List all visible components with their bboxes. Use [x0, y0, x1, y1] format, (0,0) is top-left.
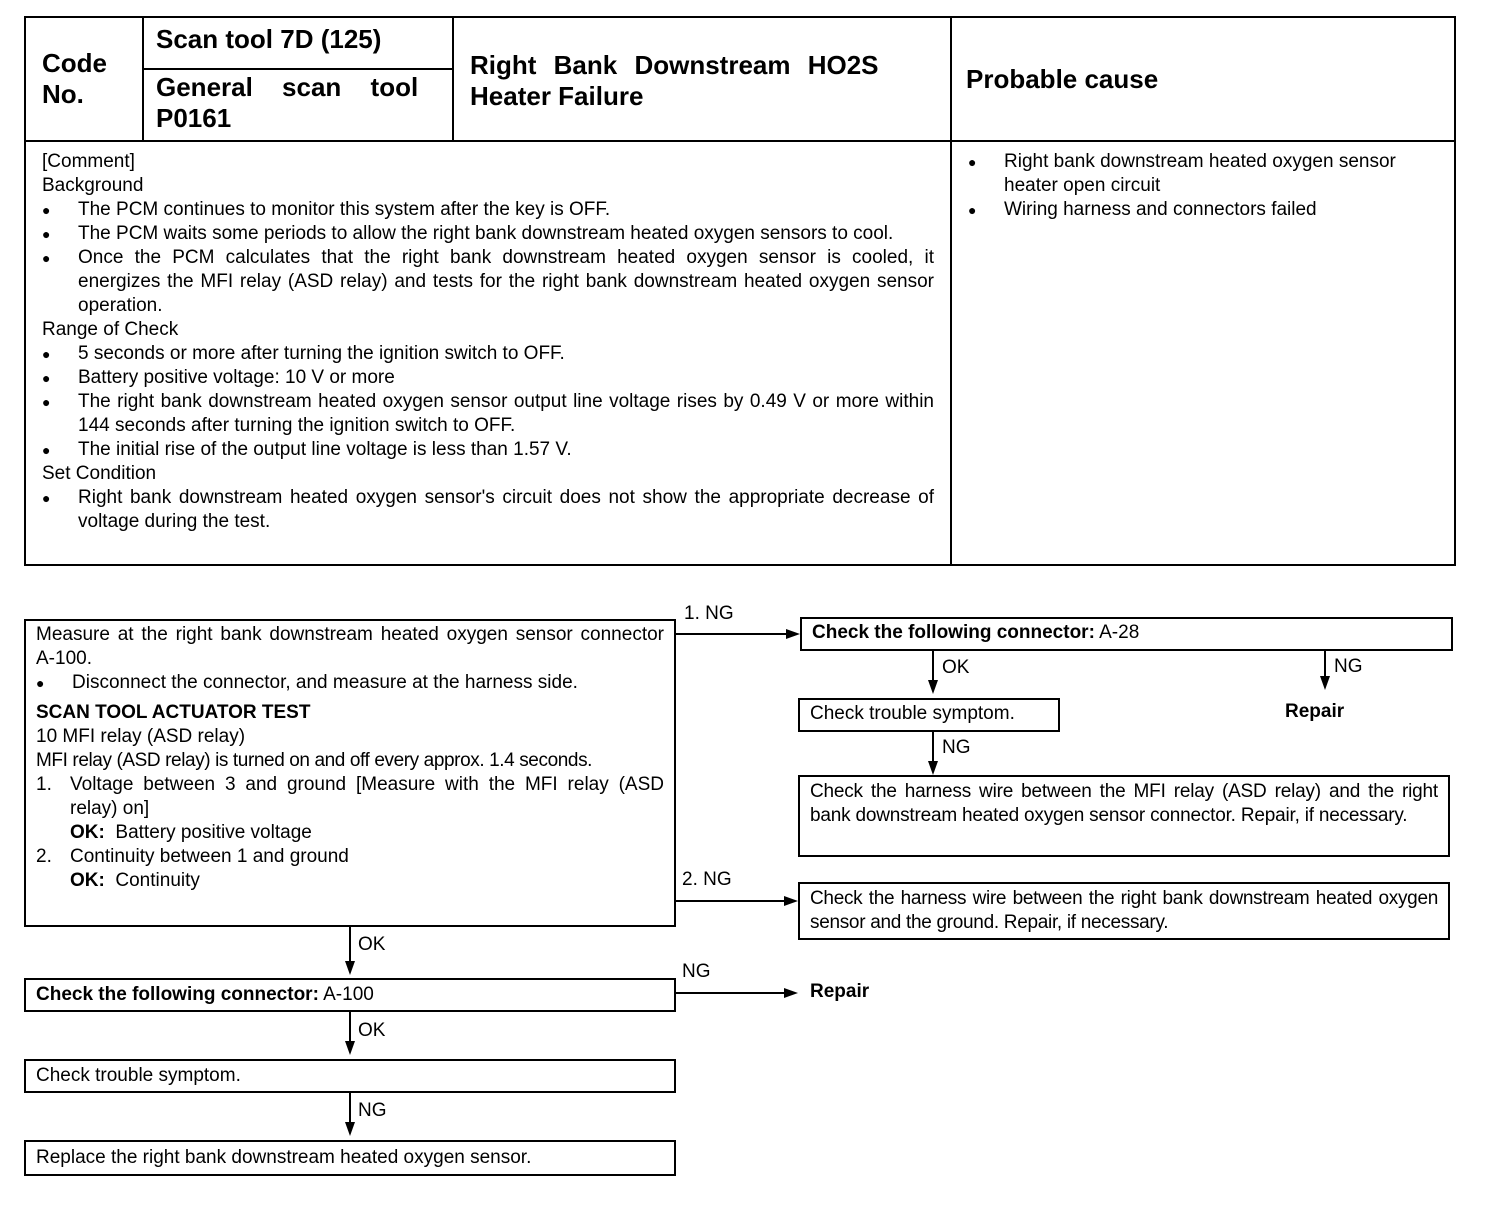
a100-check-trouble-symptom-box: Check trouble symptom. — [24, 1059, 676, 1093]
bullet-icon: ● — [42, 394, 51, 410]
bullet-icon: ● — [968, 202, 977, 218]
general-scan-tool-code — [144, 70, 454, 142]
probable-causes-list — [952, 142, 1454, 564]
dtc-table — [24, 16, 1456, 566]
range-item: ● The initial rise of the output line voltage is less than 1.57 V. — [42, 439, 572, 460]
a100-ng-label: NG — [682, 961, 711, 982]
title-line-2: Heater Failure — [470, 81, 644, 111]
a100-trouble-ng-line — [349, 1093, 351, 1123]
ok-label: OK: — [70, 822, 105, 843]
a28-ok-label: OK — [942, 657, 970, 678]
a28-ok-line — [932, 651, 934, 681]
step-number: 2. — [36, 846, 52, 867]
trouble-ng-label: NG — [942, 737, 971, 758]
measure-ok-line — [349, 927, 351, 962]
step-ok — [70, 869, 664, 893]
arrow-right-icon — [786, 629, 800, 639]
mfi-harness-check-box: Check the harness wire between the MFI relay (ASD relay) and the right bank downstream heated oxygen sensor connector. Repair, if necessary. — [798, 775, 1450, 857]
step-1 — [36, 773, 664, 845]
arrow-right-icon — [784, 988, 798, 998]
a100-ok-label: OK — [358, 1020, 386, 1041]
ng1-connector-line — [676, 633, 786, 635]
probable-cause-heading: Probable cause — [966, 64, 1159, 94]
connector-id: A-28 — [1094, 622, 1140, 643]
actuator-test-note: MFI relay (ASD relay) is turned on and off every approx. 1.4 seconds. — [36, 750, 593, 771]
bullet-icon: ● — [42, 202, 51, 218]
arrow-down-icon — [1320, 676, 1330, 690]
general-scan-tool-label — [156, 72, 440, 103]
a100-ng-line — [676, 992, 784, 994]
measure-intro: Measure at the right bank downstream heated oxygen sensor connector A-100. — [36, 624, 664, 669]
arrow-down-icon — [345, 1122, 355, 1136]
range-of-check-heading: Range of Check — [42, 319, 179, 340]
bullet-icon: ● — [42, 226, 51, 242]
trouble-ng-line — [932, 732, 934, 762]
bullet-icon: ● — [42, 490, 51, 506]
ground-harness-check-box: Check the harness wire between the right bank downstream heated oxygen sensor and the ground. Repair, if necessary. — [798, 882, 1450, 940]
comment-section — [26, 142, 952, 564]
background-item: ● The PCM waits some periods to allow the right bank downstream heated oxygen sensors to cool. — [42, 223, 894, 244]
measure-bullet: ● Disconnect the connector, and measure at the harness side. — [36, 672, 578, 693]
check-connector-a100-box — [24, 978, 676, 1012]
general-scan-tool-text: General scan tool — [156, 72, 419, 102]
actuator-test-item: 10 MFI relay (ASD relay) — [36, 726, 246, 747]
a28-ng-line — [1324, 651, 1326, 677]
dtc-title — [454, 18, 952, 142]
bullet-icon: ● — [42, 346, 51, 362]
ng2-label: 2. NG — [682, 869, 732, 890]
background-item: ● Once the PCM calculates that the right bank downstream heated oxygen sensor is cooled, it energizes the MFI relay (ASD relay) and tests for the right bank downstream heated oxygen sensor operation. — [42, 247, 934, 316]
step-2 — [36, 845, 664, 893]
ok-value: Battery positive voltage — [115, 822, 312, 843]
background-item: ● The PCM continues to monitor this system after the key is OFF. — [42, 199, 611, 220]
step-ok — [70, 821, 664, 845]
step-text: Continuity between 1 and ground — [70, 846, 349, 867]
a100-trouble-ng-label: NG — [358, 1100, 387, 1121]
a28-repair-result: Repair — [1285, 701, 1345, 722]
set-condition-item: ● Right bank downstream heated oxygen sensor's circuit does not show the appropriate decrease of voltage during the test. — [42, 487, 934, 532]
a28-ng-label: NG — [1334, 656, 1363, 677]
arrow-down-icon — [345, 1041, 355, 1055]
a100-repair-result: Repair — [810, 981, 870, 1002]
range-item: ● Battery positive voltage: 10 V or more — [42, 367, 395, 388]
check-connector-label: Check the following connector: — [812, 622, 1095, 643]
arrow-down-icon — [345, 961, 355, 975]
title-line-1: Right Bank Downstream HO2S — [470, 50, 879, 80]
code-no-header — [26, 18, 144, 142]
obd-code: P0161 — [156, 103, 232, 133]
arrow-right-icon — [784, 896, 798, 906]
ok-label: OK: — [70, 870, 105, 891]
bullet-icon: ● — [42, 370, 51, 386]
set-condition-heading: Set Condition — [42, 463, 157, 484]
bullet-icon: ● — [36, 675, 45, 691]
a28-check-trouble-symptom-box: Check trouble symptom. — [798, 698, 1060, 732]
connector-id: A-100 — [318, 984, 374, 1005]
ok-value: Continuity — [115, 870, 200, 891]
check-connector-a28-box — [800, 617, 1453, 651]
bullet-icon: ● — [968, 154, 977, 170]
step-number: 1. — [36, 774, 52, 795]
arrow-down-icon — [928, 680, 938, 694]
ng1-label: 1. NG — [684, 603, 734, 624]
measure-ok-label: OK — [358, 934, 386, 955]
step-text: Voltage between 3 and ground [Measure with the MFI relay (ASD relay) on] — [70, 774, 664, 819]
no-label: No. — [42, 79, 84, 109]
bullet-icon: ● — [42, 250, 51, 266]
ng2-connector-line — [676, 900, 784, 902]
actuator-test-heading: SCAN TOOL ACTUATOR TEST — [36, 702, 311, 723]
background-heading: Background — [42, 175, 144, 196]
code-label: Code — [42, 48, 107, 78]
range-item: ● The right bank downstream heated oxygen sensor output line voltage rises by 0.49 V or more within 144 seconds after turning the ignition switch to OFF. — [42, 391, 934, 436]
range-item: ● 5 seconds or more after turning the ignition switch to OFF. — [42, 343, 565, 364]
probable-cause-item: ● Wiring harness and connectors failed — [968, 199, 1317, 220]
measure-box — [24, 619, 676, 927]
arrow-down-icon — [928, 761, 938, 775]
replace-sensor-box: Replace the right bank downstream heated oxygen sensor. — [24, 1140, 676, 1176]
a100-ok-line — [349, 1012, 351, 1042]
probable-cause-item: ● Right bank downstream heated oxygen sensor heater open circuit — [968, 151, 1396, 196]
bullet-icon: ● — [42, 442, 51, 458]
scan-tool-code: Scan tool 7D (125) — [144, 18, 454, 70]
comment-heading: [Comment] — [42, 151, 135, 172]
check-connector-label: Check the following connector: — [36, 984, 319, 1005]
